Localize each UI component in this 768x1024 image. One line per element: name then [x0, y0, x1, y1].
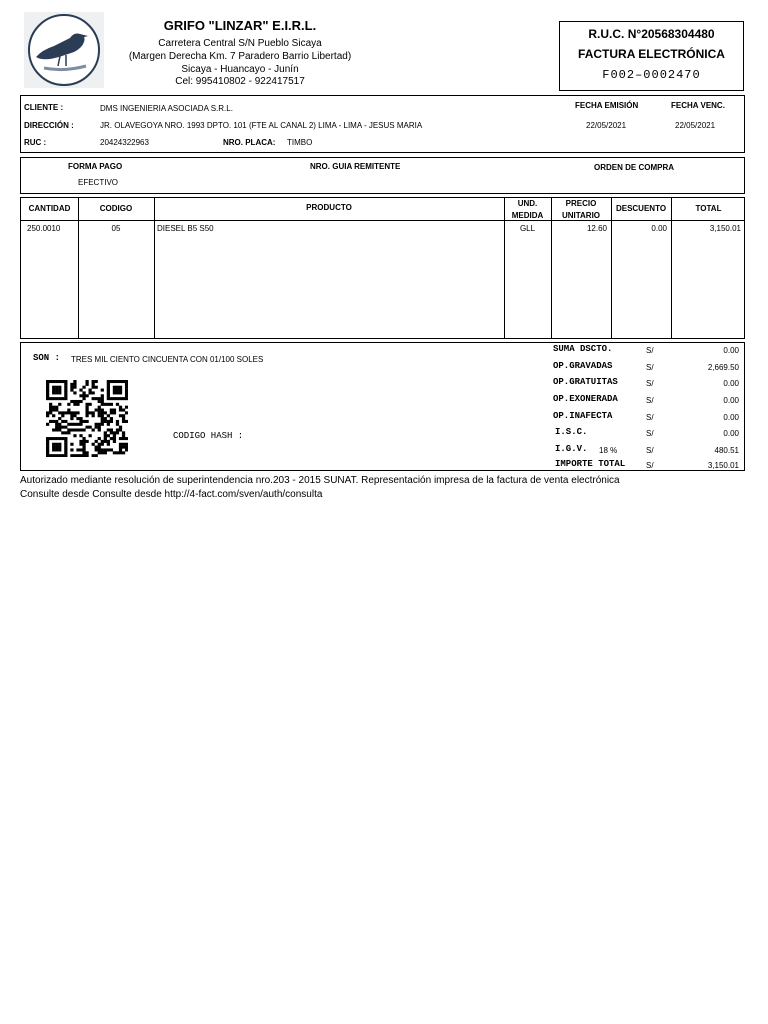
summary-currency: S/: [646, 346, 654, 355]
son-label: SON :: [33, 353, 61, 363]
invoice-number: F002–0002470: [602, 68, 701, 82]
fecha-venc-label: FECHA VENC.: [671, 101, 725, 110]
summary-label: I.G.V.: [555, 444, 588, 454]
company-phone: Cel: 995410802 - 922417517: [175, 76, 305, 87]
col-producto: PRODUCTO: [306, 203, 352, 212]
cliente-label: CLIENTE :: [24, 103, 64, 112]
ruc-box: [559, 21, 744, 91]
col-descuento: DESCUENTO: [615, 204, 667, 213]
row-producto: DIESEL B5 S50: [157, 224, 214, 233]
summary-value: 0.00: [723, 429, 739, 438]
products-table: [20, 197, 745, 339]
son-value: TRES MIL CIENTO CINCUENTA CON 01/100 SOLES: [71, 355, 264, 364]
summary-currency: S/: [646, 396, 654, 405]
summary-value: 0.00: [723, 346, 739, 355]
company-address-3: Sicaya - Huancayo - Junín: [181, 64, 299, 75]
summary-label: SUMA DSCTO.: [553, 344, 613, 354]
col-und: UND.: [517, 199, 538, 208]
orden-compra-label: ORDEN DE COMPRA: [594, 163, 675, 172]
summary-currency: S/: [646, 461, 654, 470]
forma-pago-label: FORMA PAGO: [68, 162, 123, 171]
row-precio: 12.60: [586, 224, 607, 233]
footer-authorization: Autorizado mediante resolución de superintendencia nro.203 - 2015 SUNAT. Representación impresa de la factura de venta electrónica: [20, 475, 620, 486]
invoice-type: FACTURA ELECTRÓNICA: [578, 47, 725, 61]
company-address-1: Carretera Central S/N Pueblo Sicaya: [158, 38, 322, 49]
issuer-ruc: R.U.C. N°20568304480: [588, 27, 715, 41]
row-und: GLL: [519, 224, 536, 233]
fecha-emision-label: FECHA EMISIÓN: [575, 101, 639, 110]
footer-consult: Consulte desde Consulte desde http://4-fact.com/sven/auth/consulta: [20, 489, 323, 500]
summary-box: [20, 342, 745, 471]
summary-label: OP.GRAVADAS: [553, 361, 613, 371]
client-box: [20, 95, 745, 153]
col-medida: MEDIDA: [511, 211, 544, 220]
summary-value: 0.00: [723, 379, 739, 388]
summary-value: 3,150.01: [707, 461, 739, 470]
payment-box: [20, 157, 745, 194]
summary-label: OP.INAFECTA: [553, 411, 613, 421]
row-cantidad: 250.0010: [27, 224, 61, 233]
summary-currency: S/: [646, 429, 654, 438]
summary-value: 0.00: [723, 396, 739, 405]
summary-value: 480.51: [714, 446, 739, 455]
direccion-value: JR. OLAVEGOYA NRO. 1993 DPTO. 101 (FTE AL CANAL 2) LIMA - LIMA - JESUS MARIA: [100, 121, 423, 130]
company-logo: [24, 12, 104, 88]
qr-code: [46, 380, 128, 457]
col-codigo: CODIGO: [99, 204, 133, 213]
row-codigo: 05: [111, 224, 121, 233]
col-total: TOTAL: [695, 204, 722, 213]
company-name: GRIFO "LINZAR" E.I.R.L.: [163, 18, 317, 33]
fecha-venc-value: 22/05/2021: [675, 121, 716, 130]
ruc-label: RUC :: [24, 138, 47, 147]
summary-value: 0.00: [723, 413, 739, 422]
summary-label: OP.EXONERADA: [553, 394, 618, 404]
cliente-value: DMS INGENIERIA ASOCIADA S.R.L.: [100, 104, 233, 113]
col-unitario: UNITARIO: [561, 211, 601, 220]
summary-label: IMPORTE TOTAL: [555, 459, 626, 469]
ruc-value: 20424322963: [100, 138, 149, 147]
codigo-hash-label: CODIGO HASH :: [173, 431, 244, 441]
row-total: 3,150.01: [709, 224, 741, 233]
company-address-2: (Margen Derecha Km. 7 Paradero Barrio Libertad): [128, 51, 352, 62]
fecha-emision-value: 22/05/2021: [586, 121, 627, 130]
summary-currency: S/: [646, 413, 654, 422]
placa-value: TIMBO: [287, 138, 313, 147]
summary-label: OP.GRATUITAS: [553, 377, 618, 387]
summary-value: 2,669.50: [707, 363, 739, 372]
summary-label: I.S.C.: [555, 427, 588, 437]
forma-pago-value: EFECTIVO: [78, 178, 119, 187]
col-cantidad: CANTIDAD: [28, 204, 71, 213]
direccion-label: DIRECCIÓN :: [24, 121, 74, 130]
igv-rate: 18 %: [599, 446, 618, 455]
guia-remitente-label: NRO. GUIA REMITENTE: [310, 162, 401, 171]
summary-currency: S/: [646, 363, 654, 372]
row-descuento: 0.00: [651, 224, 667, 233]
summary-currency: S/: [646, 446, 654, 455]
col-precio: PRECIO: [565, 199, 597, 208]
summary-currency: S/: [646, 379, 654, 388]
placa-label: NRO. PLACA:: [223, 138, 276, 147]
